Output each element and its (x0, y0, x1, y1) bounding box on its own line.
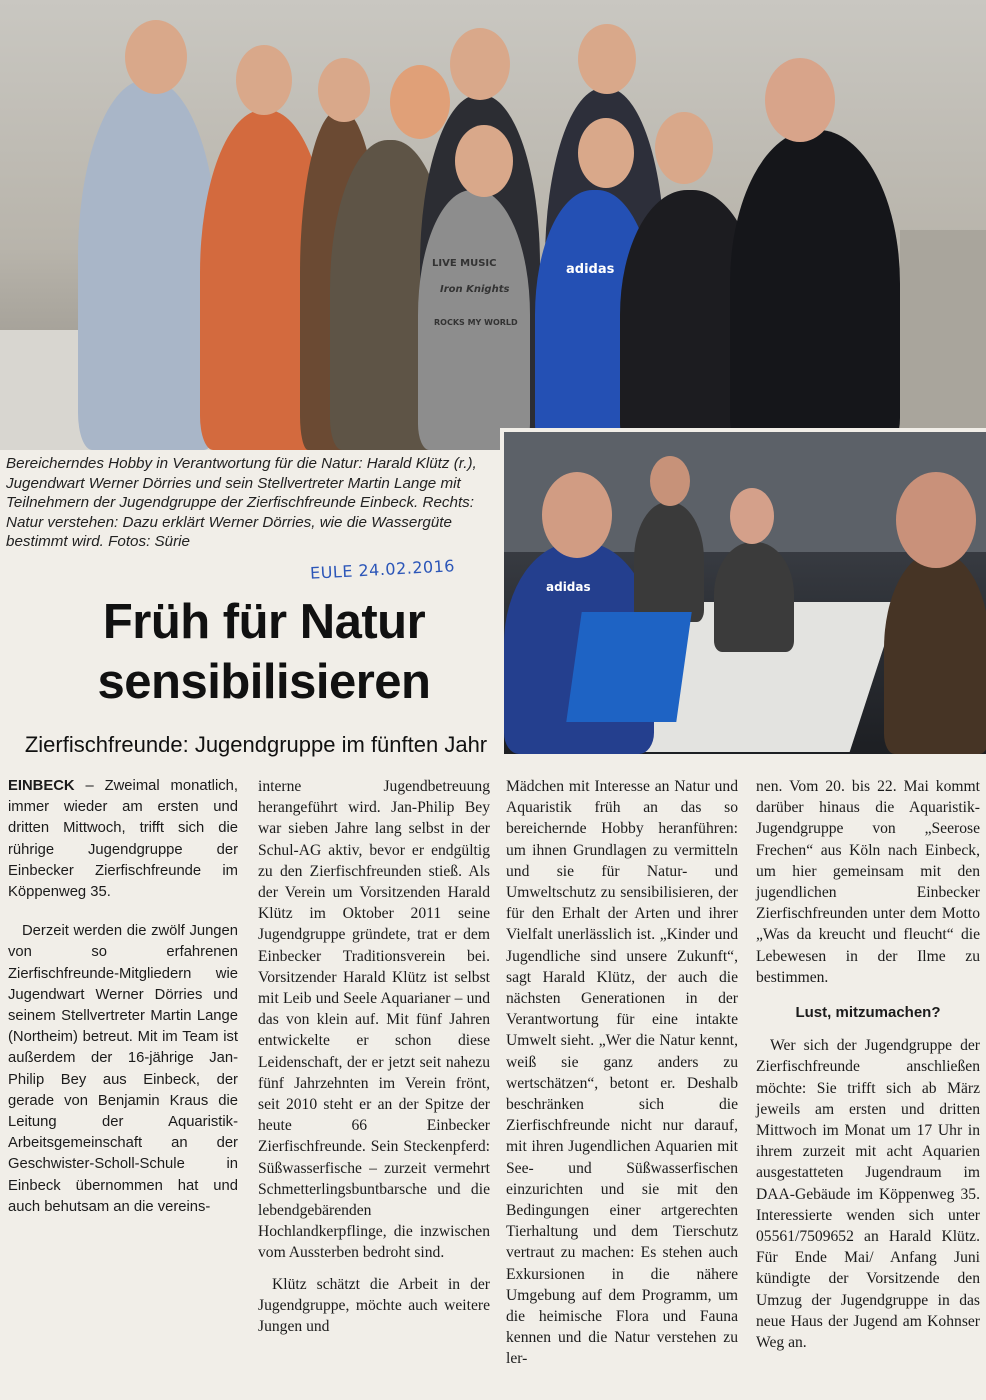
werner-head (896, 472, 976, 568)
person-1 (78, 80, 218, 450)
boy-3 (714, 542, 794, 652)
paragraph: interne Jugendbetreuung herangeführt wird. Jan-Philip Bey war sieben Jahre lang selbst in der Schul-AG aktiv, bevor er endgültig zu den Zierfischfreunden stieß. Als der Verein um Vorsitzenden Harald Klütz im Oktober 2011 seine Jugendgruppe gründete, trat er dem Einbecker Traditionsverein bei. Vorsitzender Harald Klütz ist selbst mit Leib und Seele Aquarianer – und das von klein auf. Mit fünf Jahren entwickelte er schon diese Leidenschaft, der er jetzt seit nahezu fünf Jahrzehnten im Verein frönt, seit 2010 steht er an der Spitze der heute 66 Einbecker Zierfischfreunde. Sein Steckenpferd: Süßwasserfische – zurzeit vermehrt Schmetterlingsbuntbarsche und die lebendgebärenden Hochlandkerpflinge, die inzwischen vom Aussterben bedroht sind. (258, 778, 490, 1262)
date-stamp: EULE 24.02.2016 (309, 556, 456, 583)
person-10 (730, 130, 900, 450)
person-3-head (318, 58, 370, 122)
person-8-head (578, 118, 634, 188)
person-5-head (450, 28, 510, 100)
paragraph: Mädchen mit Interesse an Natur und Aquaristik früh an das so bereichernde Hobby heranführen: um ihnen Grundlagen zu vermitteln und sie für Natur- und Umweltschutz zu sensibilisieren, der für den Erhalt der Arten und ihrer Vielfalt unerlässlich ist. „Kinder und Jugendliche sind unsere Zukunft“, sagt Harald Klütz, der auch die nächsten Generationen in der Verantwortung für eine intakte Umwelt sieht. „Wer die Natur kennt, weiß sie ganz anders zu wertschätzen“, betont er. Deshalb beschränken sich die Zierfischfreunde nicht nur darauf, mit ihren Jugendlichen Aquarien mit See- und Süßwasserfischen einzurichten und sie mit den Bedingungen einer artgerechten Tierhaltung und dem Tierschutz vertraut zu machen: Es stehen auch Exkursionen in die nähere Umgebung auf dem Programm, um die heimische Flora und Fauna kennen und die Natur verstehen zu ler- (506, 778, 738, 1368)
shirt-print-adidas: adidas (566, 262, 615, 277)
shirt-print-adidas-2: adidas (546, 580, 591, 594)
shirt-print-live-music: LIVE MUSIC (432, 258, 497, 269)
water-quality-photo (500, 428, 986, 754)
article-column-3 (506, 776, 738, 1380)
boy-3-head (730, 488, 774, 544)
article-subheadline: Zierfischfreunde: Jugendgruppe im fünften Jahr (24, 732, 488, 757)
person-9-head (655, 112, 713, 184)
paragraph: Klütz schätzt die Arbeit in der Jugendgruppe, möchte auch weitere Jungen und (258, 1275, 490, 1336)
shirt-print-rocks: ROCKS MY WORLD (434, 318, 518, 327)
boy-2-head (650, 456, 690, 506)
section-heading: Lust, mitzumachen? (795, 1004, 941, 1022)
werner-doerries (884, 552, 986, 754)
boy-head (542, 472, 612, 558)
person-7-head (578, 24, 636, 94)
person-6-head (455, 125, 513, 197)
headline-line-2: sensibilisieren (97, 655, 431, 709)
shirt-print-iron-knights: Iron Knights (440, 284, 510, 295)
door (900, 230, 986, 450)
article-column-1 (8, 776, 238, 1228)
paragraph: nen. Vom 20. bis 22. Mai kommt darüber hinaus die Aquaristik-Jugendgruppe von „Seerose Frechen“ aus Köln nach Einbeck, um hier gemeinsam mit den jugendlichen Einbecker Zierfischfreunden unter dem Motto „Was da kreucht und fleucht“ die Lebewesen in der Ilme zu bestimmen. (756, 778, 980, 986)
paragraph (8, 776, 238, 903)
person-1-head (125, 20, 187, 94)
person-10-head (765, 58, 835, 142)
group-photo (0, 0, 986, 450)
dateline: EINBECK (8, 778, 75, 794)
person-2-head (236, 45, 292, 115)
paragraph: Wer sich der Jugendgruppe der Zierfischfreunde anschließen möchte: Sie trifft sich ab März jeweils am ersten und dritten Mittwoch im Monat um 17 Uhr in ihrem zurzeit mit acht Aquarien ausgestatteten Jugendraum im DAA-Gebäude im Köppenweg 35. Interessierte wenden sich unter 05561/7509652 an Harald Klütz. Für Ende Mai/ Anfang Juni kündigte der Vorsitzende den Umzug der Jugendgruppe in das neue Haus der Jugend am Kohnser Weg an. (756, 1037, 980, 1352)
article-column-4 (756, 776, 980, 1363)
paragraph-text: – Zweimal monatlich, immer wieder am ersten und dritten Mittwoch, trifft sich die rührige Jugendgruppe der Einbecker Zierfischfreunde im Köppenweg 35. (8, 778, 238, 901)
article-column-2 (258, 776, 490, 1347)
article-headline (34, 592, 494, 712)
boy-2 (634, 502, 704, 622)
test-kit-case (566, 612, 691, 722)
photo-caption: Bereicherndes Hobby in Verantwortung für die Natur: Harald Klütz (r.), Jugendwart Werner Dörries und sein Stellvertreter Martin Lange mit Teilnehmern der Jugendgruppe der Zierfischfreunde Einbeck. Rechts: Natur verstehen: Dazu erklärt Werner Dörries, wie die Wassergüte bestimmt wird. Fotos: Sürie (6, 455, 477, 550)
person-4-head (390, 65, 450, 139)
paragraph: Derzeit werden die zwölf Jungen von so erfahrenen Zierfischfreunde-Mitgliedern wie Jugendwart Werner Dörries und seinem Stellvertreter Martin Lange (Northeim) betreut. Mit im Team ist außerdem der 16-jährige Jan-Philip Bey aus Einbeck, der gerade von Benjamin Kraus die Leitung der Aquaristik-Arbeitsgemeinschaft an der Geschwister-Scholl-Schule in Einbeck übernommen hat und auch behutsam an die vereins- (8, 923, 238, 1215)
headline-line-1: Früh für Natur (102, 595, 426, 649)
